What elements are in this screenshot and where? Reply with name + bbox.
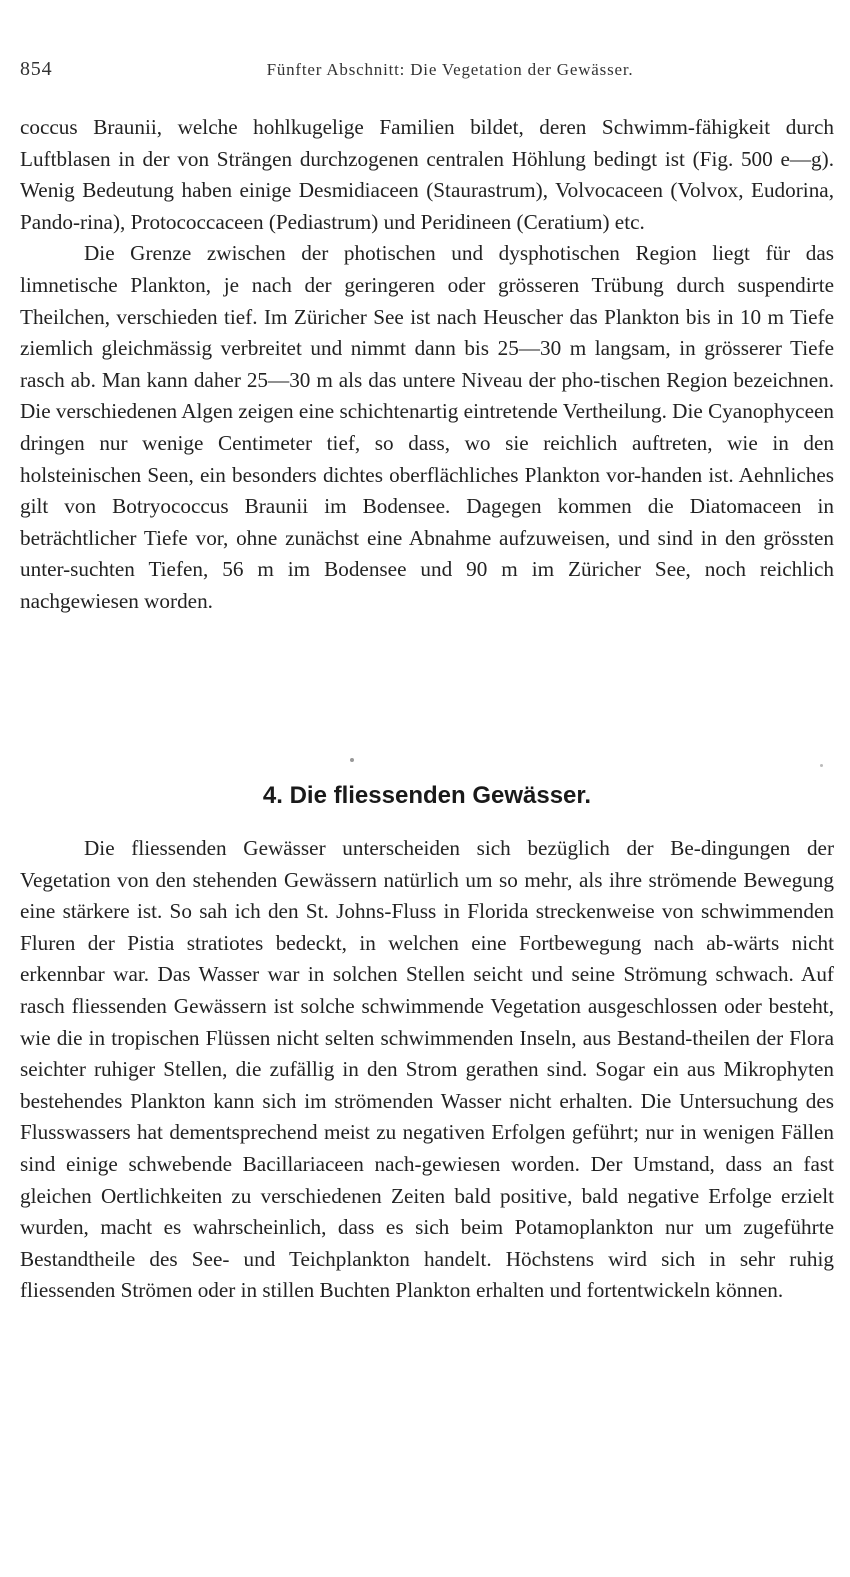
section-heading: 4. Die fliessenden Gewässer. bbox=[262, 782, 592, 809]
paragraph-flowing-waters: Die fliessenden Gewässer unterscheiden sich bezüglich der Be-dingungen der Vegetation von den stehenden Gewässern natürlich um so mehr, als ihre strömende Bewegung eine stärkere ist. So sah ich den St. Johns-Fluss in Florida streckenweise von schwimmenden Fluren der Pistia stratiotes bedeckt, in welchen eine Fortbewegung nach ab-wärts nicht erkennbar war. Das Wasser war in solchen Stellen seicht und seine Strömung schwach. Auf rasch fliessenden Gewässern ist solche schwimmende Vegetation ausgeschlossen oder besteht, wie die in tropischen Flüssen nicht selten schwimmenden Inseln, aus Bestand-theilen der Flora seichter ruhiger Stellen, die zufällig in den Strom gerathen sind. Sogar ein aus Mikrophyten bestehendes Plankton kann sich im strömenden Wasser nicht erhalten. Die Untersuchung des Flusswassers hat dementsprechend meist zu negativen Erfolgen geführt; nur in wenigen Fällen sind einige schwebende Bacillariaceen nach-gewiesen worden. Der Umstand, dass an fast gleichen Oertlichkeiten zu verschiedenen Zeiten bald positive, bald negative Erfolge erzielt wurden, macht es wahrscheinlich, dass es sich beim Potamoplankton nur um zugeführte Bestandtheile des See- und Teichplankton handelt. Höchstens wird sich in sehr ruhig fliessenden Strömen oder in stillen Buchten Plankton erhalten und fortentwickeln können. bbox=[20, 836, 834, 1303]
print-speck bbox=[350, 758, 354, 762]
book-page bbox=[20, 0, 834, 1577]
running-header bbox=[20, 58, 834, 88]
paragraph-fragment-coccus: coccus Braunii, welche hohlkugelige Familien bildet, deren Schwimm-fähigkeit durch Luftblasen in der von Strängen durchzogenen centralen Höhlung bedingt ist (Fig. 500 e—g). Wenig Bedeutung haben einige Desmidiaceen (Staurastrum), Volvocaceen (Volvox, Eudorina, Pando-rina), Protococcaceen (Pediastrum) und Peridineen (Ceratium) etc. bbox=[20, 115, 834, 234]
running-header-title: Fünfter Abschnitt: Die Vegetation der Gewässer. bbox=[266, 60, 634, 79]
print-speck bbox=[820, 764, 823, 767]
continued-section-text bbox=[20, 112, 834, 618]
page-number: 854 bbox=[20, 58, 53, 80]
section-4-text bbox=[20, 833, 834, 1307]
paragraph-photic-region: Die Grenze zwischen der photischen und dysphotischen Region liegt für das limnetische Plankton, je nach der geringeren oder grösseren Trübung durch suspendirte Theilchen, verschieden tief. Im Züricher See ist nach Heuscher das Plankton bis in 10 m Tiefe ziemlich gleichmässig verbreitet und nimmt dann bis 25—30 m langsam, in grösserer Tiefe rasch ab. Man kann daher 25—30 m als das untere Niveau der pho-tischen Region bezeichnen. Die verschiedenen Algen zeigen eine schichtenartig eintretende Vertheilung. Die Cyanophyceen dringen nur wenige Centimeter tief, so dass, wo sie reichlich auftreten, wie in den holsteinischen Seen, ein besonders dichtes oberflächliches Plankton vor-handen ist. Aehnliches gilt von Botryococcus Braunii im Bodensee. Dagegen kommen die Diatomaceen in beträchtlicher Tiefe vor, ohne zunächst eine Abnahme aufzuweisen, und sind in den grössten unter-suchten Tiefen, 56 m im Bodensee und 90 m im Züricher See, noch reichlich nachgewiesen worden. bbox=[20, 241, 834, 613]
